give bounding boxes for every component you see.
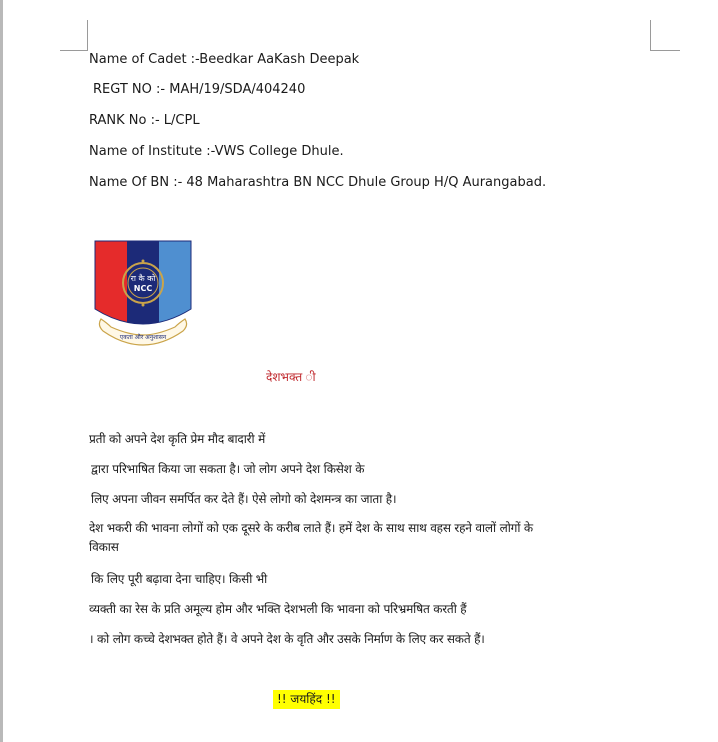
essay-line: लिए अपना जीवन समर्पित कर देते हैं। ऐसे लोगो को देशमन्त्र का जाता है। — [91, 492, 397, 506]
page-edge — [0, 0, 3, 742]
closing-jaihind: !! जयहिंद !! — [273, 690, 340, 709]
essay-line: कि लिए पूरी बढ़ावा देना चाहिए। किसी भी — [91, 572, 268, 586]
essay-line: देश भकरी की भावना लोगों को एक दूसरे के करीब लाते हैं। हमें देश के साथ साथ वहस रहने वालों लोगों के — [89, 521, 533, 535]
ncc-shield-icon — [89, 235, 197, 350]
institute-name: Name of Institute :-VWS College Dhule. — [89, 144, 344, 159]
motto-text: एकता और अनुशासन — [119, 334, 167, 341]
ncc-logo — [89, 235, 197, 350]
essay-line: । को लोग कच्चे देशभक्त होते हैं। वे अपने देश के वृति और उसके निर्माण के लिए कर सकते हैं। — [89, 632, 485, 646]
crop-mark-top-right — [650, 20, 680, 51]
emblem-text: रा कै को — [130, 274, 156, 283]
emblem-abbrev: NCC — [133, 284, 153, 293]
essay-line: प्रती को अपने देश कृति प्रेम मौद बादारी में — [89, 432, 266, 446]
rank-no: RANK No :- L/CPL — [89, 113, 200, 128]
battalion-name: Name Of BN :- 48 Maharashtra BN NCC Dhule Group H/Q Aurangabad. — [89, 175, 547, 190]
crop-mark-top-left — [60, 20, 88, 51]
essay-line: व्यक्ती का रेस के प्रति अमूल्य होम और भक्ति देशभली कि भावना को परिभ्रमषित करती हैं — [89, 602, 467, 616]
cadet-name: Name of Cadet :-Beedkar AaKash Deepak — [89, 52, 360, 67]
essay-line: विकास — [89, 540, 119, 554]
essay-title: देशभक्त ी — [266, 370, 316, 384]
regt-no: REGT NO :- MAH/19/SDA/404240 — [93, 82, 306, 97]
essay-line: द्वारा परिभाषित किया जा सकता है। जो लोग अपने देश किसेश के — [91, 462, 365, 476]
